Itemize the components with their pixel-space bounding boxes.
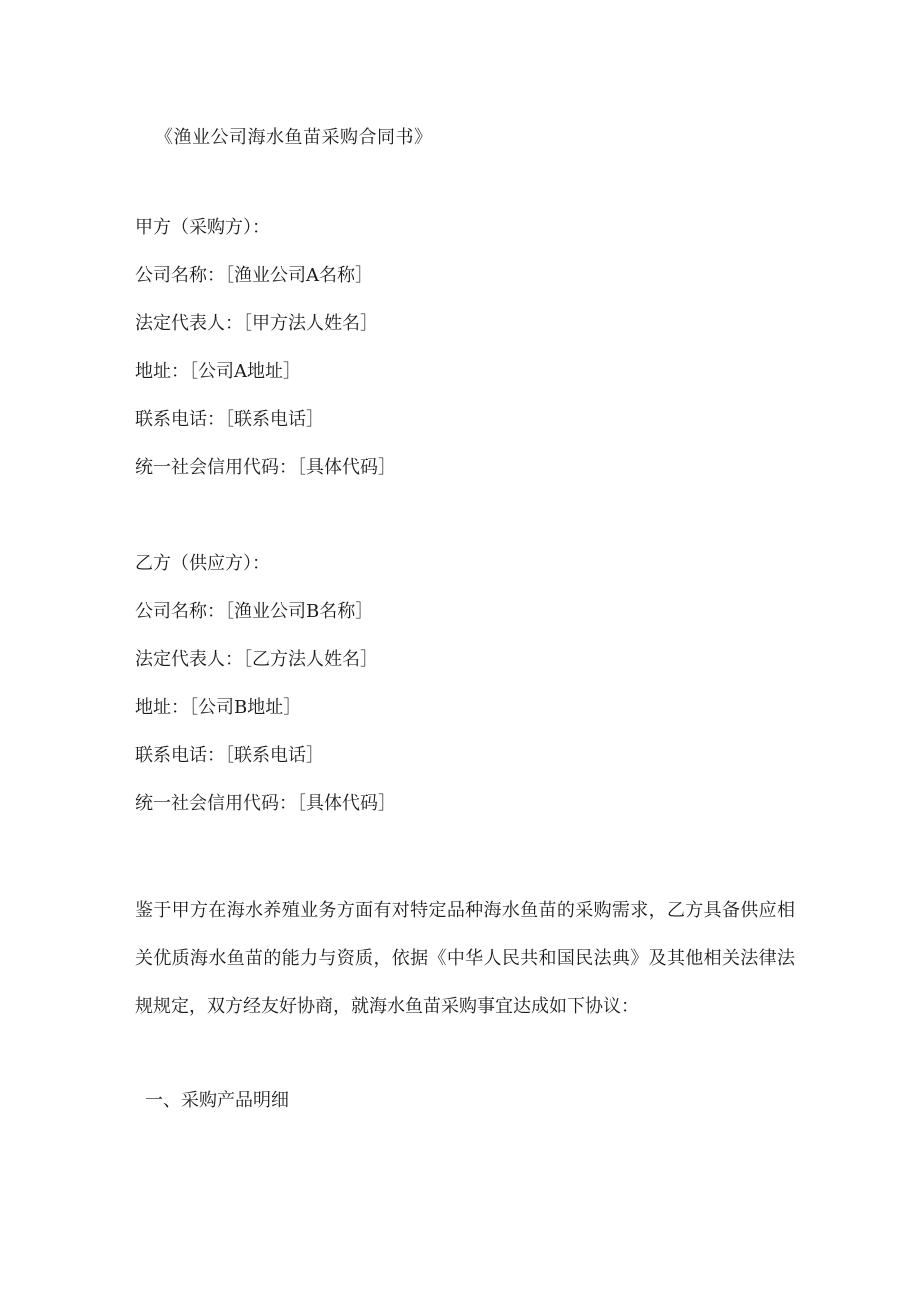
party-a-company: 公司名称：［渔业公司A名称］ [135,265,373,286]
section-heading-1: 一、采购产品明细 [145,1090,289,1111]
party-a-phone: 联系电话：［联系电话］ [135,409,324,430]
document-title: 《渔业公司海水鱼苗采购合同书》 [155,127,433,148]
preamble-paragraph: 鉴于甲方在海水养殖业务方面有对特定品种海水鱼苗的采购需求，乙方具备供应相关优质海水鱼苗的能力与资质，依据《中华人民共和国民法典》及其他相关法律法规规定，双方经友好协商，就海水鱼苗采购事宜达成如下协议： [135,900,795,1017]
party-b-company: 公司名称：［渔业公司B名称］ [135,601,374,622]
party-a-legal-rep: 法定代表人：［甲方法人姓名］ [135,313,378,334]
party-b-heading: 乙方（供应方）： [135,553,270,574]
party-b-credit-code: 统一社会信用代码：［具体代码］ [135,793,396,814]
party-a-address: 地址：［公司A地址］ [135,361,301,382]
party-b-phone: 联系电话：［联系电话］ [135,745,324,766]
party-a-heading: 甲方（采购方）： [135,217,270,238]
party-b-address: 地址：［公司B地址］ [135,697,302,718]
party-a-credit-code: 统一社会信用代码：［具体代码］ [135,457,396,478]
party-b-legal-rep: 法定代表人：［乙方法人姓名］ [135,649,378,670]
